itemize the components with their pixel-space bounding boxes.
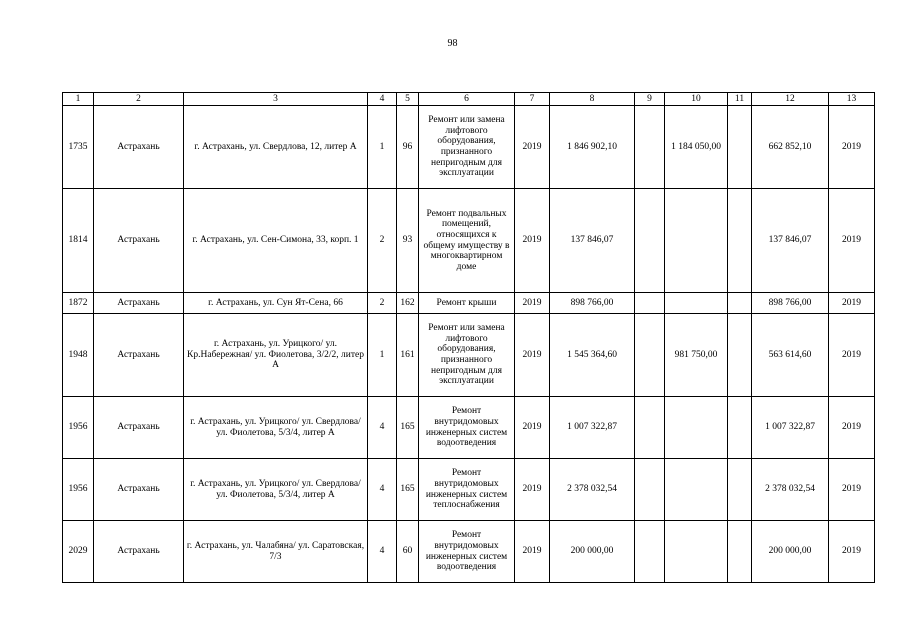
end-year-cell: 2019 <box>829 459 875 521</box>
col11-cell <box>728 521 752 583</box>
col9-cell <box>635 106 665 189</box>
municipality-cell: Астрахань <box>94 459 184 521</box>
object-id-cell: 1872 <box>63 293 94 314</box>
header-cell: 3 <box>184 93 368 106</box>
col5-cell: 93 <box>397 189 419 293</box>
work-type-cell: Ремонт внутридомовых инженерных систем водоотведения <box>419 397 515 459</box>
col4-cell: 1 <box>368 106 397 189</box>
end-year-cell: 2019 <box>829 314 875 397</box>
col4-cell: 4 <box>368 459 397 521</box>
total-cost-cell: 1 545 364,60 <box>550 314 635 397</box>
municipality-cell: Астрахань <box>94 189 184 293</box>
year-cell: 2019 <box>515 397 550 459</box>
header-cell: 2 <box>94 93 184 106</box>
col9-cell <box>635 397 665 459</box>
total-cost-cell: 2 378 032,54 <box>550 459 635 521</box>
work-type-cell: Ремонт или замена лифтового оборудования, признанного непригодным для эксплуатации <box>419 106 515 189</box>
work-type-cell: Ремонт внутридомовых инженерных систем теплоснабжения <box>419 459 515 521</box>
col12-cell: 662 852,10 <box>752 106 829 189</box>
col10-cell <box>665 521 728 583</box>
col5-cell: 161 <box>397 314 419 397</box>
header-row <box>63 93 875 106</box>
table-row <box>63 459 875 521</box>
year-cell: 2019 <box>515 521 550 583</box>
col9-cell <box>635 189 665 293</box>
col4-cell: 4 <box>368 521 397 583</box>
header-cell: 4 <box>368 93 397 106</box>
object-id-cell: 2029 <box>63 521 94 583</box>
header-cell: 12 <box>752 93 829 106</box>
object-id-cell: 1956 <box>63 397 94 459</box>
col11-cell <box>728 293 752 314</box>
end-year-cell: 2019 <box>829 521 875 583</box>
registry-table <box>62 92 875 583</box>
total-cost-cell: 1 846 902,10 <box>550 106 635 189</box>
total-cost-cell: 137 846,07 <box>550 189 635 293</box>
col10-cell: 1 184 050,00 <box>665 106 728 189</box>
end-year-cell: 2019 <box>829 293 875 314</box>
work-type-cell: Ремонт подвальных помещений, относящихся к общему имуществу в многоквартирном доме <box>419 189 515 293</box>
work-type-cell: Ремонт крыши <box>419 293 515 314</box>
header-cell: 6 <box>419 93 515 106</box>
col10-cell <box>665 397 728 459</box>
col10-cell <box>665 189 728 293</box>
table-row <box>63 293 875 314</box>
col4-cell: 1 <box>368 314 397 397</box>
col12-cell: 563 614,60 <box>752 314 829 397</box>
col9-cell <box>635 293 665 314</box>
header-cell: 13 <box>829 93 875 106</box>
year-cell: 2019 <box>515 189 550 293</box>
municipality-cell: Астрахань <box>94 397 184 459</box>
table-row <box>63 106 875 189</box>
address-cell: г. Астрахань, ул. Свердлова, 12, литер А <box>184 106 368 189</box>
col9-cell <box>635 314 665 397</box>
municipality-cell: Астрахань <box>94 293 184 314</box>
col12-cell: 1 007 322,87 <box>752 397 829 459</box>
year-cell: 2019 <box>515 314 550 397</box>
object-id-cell: 1735 <box>63 106 94 189</box>
year-cell: 2019 <box>515 459 550 521</box>
col10-cell: 981 750,00 <box>665 314 728 397</box>
header-cell: 10 <box>665 93 728 106</box>
col11-cell <box>728 397 752 459</box>
col5-cell: 165 <box>397 397 419 459</box>
col12-cell: 898 766,00 <box>752 293 829 314</box>
col5-cell: 60 <box>397 521 419 583</box>
col12-cell: 2 378 032,54 <box>752 459 829 521</box>
col4-cell: 2 <box>368 293 397 314</box>
col10-cell <box>665 459 728 521</box>
header-cell: 5 <box>397 93 419 106</box>
address-cell: г. Астрахань, ул. Чалабяна/ ул. Саратовская, 7/3 <box>184 521 368 583</box>
col11-cell <box>728 459 752 521</box>
object-id-cell: 1956 <box>63 459 94 521</box>
col5-cell: 96 <box>397 106 419 189</box>
col12-cell: 200 000,00 <box>752 521 829 583</box>
table-row <box>63 314 875 397</box>
total-cost-cell: 1 007 322,87 <box>550 397 635 459</box>
object-id-cell: 1814 <box>63 189 94 293</box>
address-cell: г. Астрахань, ул. Сен-Симона, 33, корп. 1 <box>184 189 368 293</box>
end-year-cell: 2019 <box>829 397 875 459</box>
year-cell: 2019 <box>515 293 550 314</box>
address-cell: г. Астрахань, ул. Сун Ят-Сена, 66 <box>184 293 368 314</box>
col11-cell <box>728 106 752 189</box>
table-row <box>63 521 875 583</box>
page-number: 98 <box>447 38 458 49</box>
header-cell: 11 <box>728 93 752 106</box>
address-cell: г. Астрахань, ул. Урицкого/ ул. Кр.Набережная/ ул. Фиолетова, 3/2/2, литер А <box>184 314 368 397</box>
object-id-cell: 1948 <box>63 314 94 397</box>
header-cell: 9 <box>635 93 665 106</box>
municipality-cell: Астрахань <box>94 521 184 583</box>
address-cell: г. Астрахань, ул. Урицкого/ ул. Свердлова/ ул. Фиолетова, 5/3/4, литер А <box>184 397 368 459</box>
col5-cell: 162 <box>397 293 419 314</box>
col4-cell: 4 <box>368 397 397 459</box>
work-type-cell: Ремонт или замена лифтового оборудования, признанного непригодным для эксплуатации <box>419 314 515 397</box>
col4-cell: 2 <box>368 189 397 293</box>
municipality-cell: Астрахань <box>94 106 184 189</box>
header-cell: 8 <box>550 93 635 106</box>
col10-cell <box>665 293 728 314</box>
col5-cell: 165 <box>397 459 419 521</box>
total-cost-cell: 898 766,00 <box>550 293 635 314</box>
municipality-cell: Астрахань <box>94 314 184 397</box>
end-year-cell: 2019 <box>829 189 875 293</box>
address-cell: г. Астрахань, ул. Урицкого/ ул. Свердлова/ ул. Фиолетова, 5/3/4, литер А <box>184 459 368 521</box>
col11-cell <box>728 189 752 293</box>
table-row <box>63 189 875 293</box>
col12-cell: 137 846,07 <box>752 189 829 293</box>
header-cell: 7 <box>515 93 550 106</box>
end-year-cell: 2019 <box>829 106 875 189</box>
year-cell: 2019 <box>515 106 550 189</box>
col11-cell <box>728 314 752 397</box>
table-row <box>63 397 875 459</box>
col9-cell <box>635 521 665 583</box>
col9-cell <box>635 459 665 521</box>
header-cell: 1 <box>63 93 94 106</box>
total-cost-cell: 200 000,00 <box>550 521 635 583</box>
work-type-cell: Ремонт внутридомовых инженерных систем водоотведения <box>419 521 515 583</box>
